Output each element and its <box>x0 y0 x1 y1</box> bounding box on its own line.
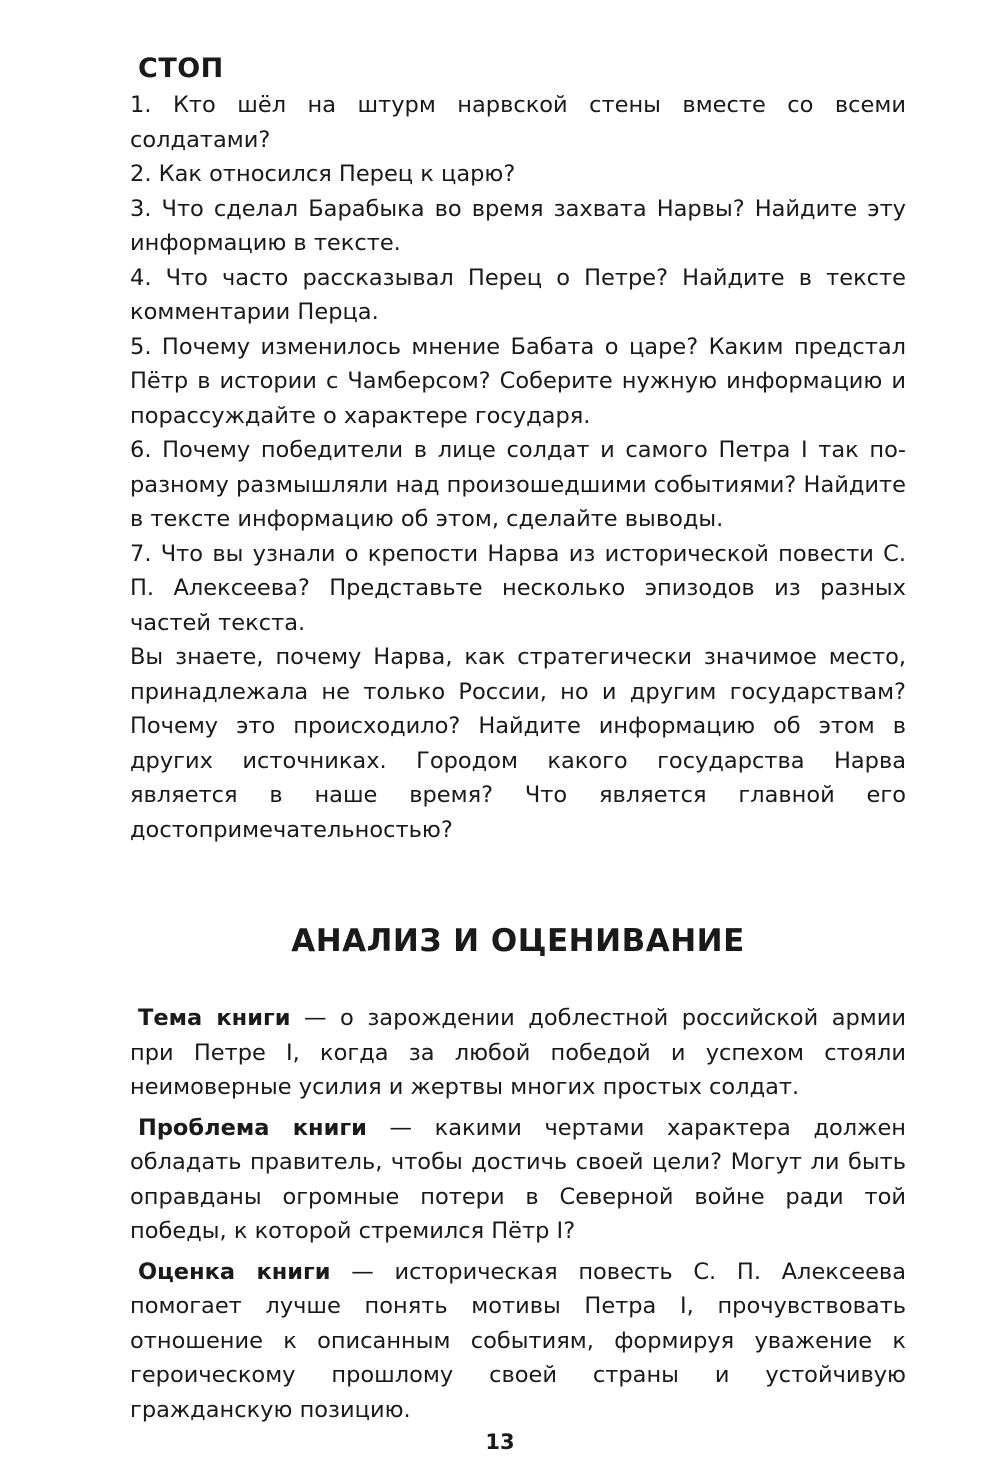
question-6: 6. Почему победители в лице солдат и самого Петра I так по-разному размышляли над произошедшими событиями? Найдите в тексте информацию об этом, сделайте выводы. <box>130 437 906 532</box>
theme-text: — о зарождении доблестной российской армии при Петре I, когда за любой победой и успехом стояли неимоверные усилия и жертвы многих простых солдат. <box>130 1005 906 1100</box>
question-5: 5. Почему изменилось мнение Бабата о царе? Каким предстал Пётр в истории с Чамберсом? Соберите нужную информацию и порассуждайте о характере государя. <box>130 333 906 429</box>
problem-paragraph <box>130 1111 906 1249</box>
assessment-text: — историческая повесть С. П. Алексеева помогает лучше понять мотивы Петра I, прочувствовать отношение к описанным событиям, формируя уважение к героическому прошлому своей страны и устойчивую гражданскую позицию. <box>130 1258 906 1423</box>
page-number: 13 <box>485 1430 515 1454</box>
stop-heading: СТОП <box>138 53 224 84</box>
theme-paragraph <box>130 1001 906 1105</box>
question-1: 1. Кто шёл на штурм нарвской стены вместе со всеми солдатами? <box>130 92 906 153</box>
question-7: 7. Что вы узнали о крепости Нарва из исторической повести С. П. Алексеева? Представьте несколько эпизодов из разных частей текста. <box>130 540 906 636</box>
page-content <box>130 52 906 1433</box>
question-4: 4. Что часто рассказывал Перец о Петре? Найдите в тексте комментарии Перца. <box>130 264 906 325</box>
assessment-label: Оценка книги <box>138 1258 331 1285</box>
problem-label: Проблема книги <box>138 1114 367 1141</box>
theme-label: Тема книги <box>138 1005 291 1031</box>
section-title: АНАЛИЗ И ОЦЕНИВАНИЕ <box>291 923 745 959</box>
question-3: 3. Что сделал Барабыка во время захвата Нарвы? Найдите эту информацию в тексте. <box>130 195 906 256</box>
extra-question: Вы знаете, почему Нарва, как стратегически значимое место, принадлежала не только России, но и другим государствам? Почему это происходило? Найдите информацию об этом в других источниках. Городом какого государства Нарва является в наше время? Что является главной его достопримечательностью? <box>130 644 906 843</box>
question-2: 2. Как относился Перец к царю? <box>130 161 516 187</box>
problem-text: — какими чертами характера должен обладать правитель, чтобы достичь своей цели? Могут ли быть оправданы огромные потери в Северной войне ради той победы, к которой стремился Пётр I? <box>130 1114 907 1244</box>
assessment-paragraph <box>130 1255 906 1428</box>
